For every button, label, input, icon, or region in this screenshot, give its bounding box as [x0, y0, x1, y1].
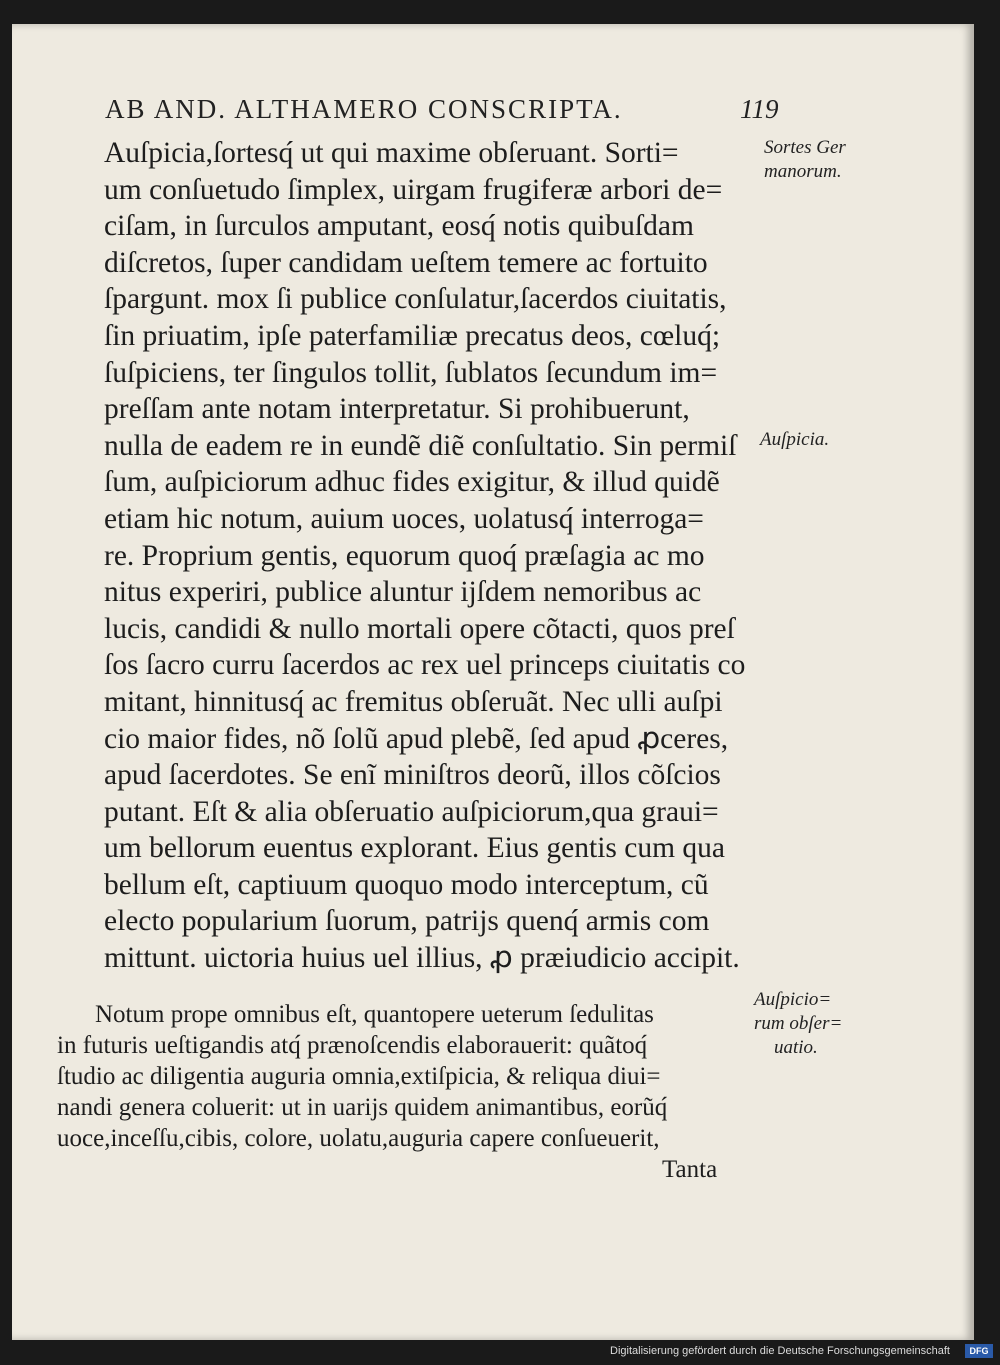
running-header — [105, 94, 779, 125]
margin-note-line: manorum. — [764, 161, 842, 182]
margin-note-auspiciorum — [754, 988, 842, 1060]
text-line: ciſam, in ſurculos amputant, eosq́ notis quibuſdam — [104, 210, 694, 243]
text-line: nulla de eadem re in eundẽ diẽ conſultatio. Sin permiſ — [104, 429, 737, 462]
text-line: ſos ſacro curru ſacerdos ac rex uel princeps ciuitatis co — [104, 649, 746, 682]
text-line: mittunt. uictoria huius uel illius, ꝓ præiudicio accipit. — [104, 942, 740, 975]
margin-note-line: Auſpicio= — [754, 989, 832, 1010]
text-line: electo popularium ſuorum, patrijs quenq́ armis com — [104, 905, 710, 938]
text-line: ſuſpiciens, ter ſingulos tollit, ſublatos ſecundum im= — [104, 356, 718, 389]
margin-note-line: uatio. — [774, 1037, 818, 1058]
page-number: 119 — [740, 94, 779, 124]
text-line: in futuris ueſtigandis atq́ prænoſcendis elaborauerit: quãtoq́ — [57, 1032, 648, 1059]
text-line: mitant, hinnitusq́ ac fremitus obſeruãt. Nec ulli auſpi — [104, 685, 723, 718]
text-line: ſpargunt. mox ſi publice conſulatur,ſacerdos ciuitatis, — [104, 283, 727, 316]
text-line: preſſam ante notam interpretatur. Si prohibuerunt, — [104, 393, 690, 426]
text-line: re. Proprium gentis, equorum quoq́ præſagia ac mo — [104, 539, 705, 572]
text-line: Notum prope omnibus eſt, quantopere ueterum ſedulitas — [95, 1001, 654, 1028]
text-line: Auſpicia,ſortesq́ ut qui maxime obſeruant. Sorti= — [104, 137, 679, 169]
text-line: lucis, candidi & nullo mortali opere cõtacti, quos preſ — [104, 612, 735, 645]
margin-note-sortes — [764, 136, 846, 184]
text-line: ſtudio ac diligentia auguria omnia,extiſpicia, & reliqua diui= — [57, 1063, 661, 1090]
text-line: diſcretos, ſuper candidam ueſtem temere ac fortuito — [104, 246, 708, 279]
dfg-logo: DFG — [965, 1344, 993, 1358]
text-line: um conſuetudo ſimplex, uirgam frugiferæ arbori de= — [104, 173, 723, 206]
margin-note-line: Sortes Ger — [764, 137, 846, 158]
text-line: ſin priuatim, ipſe paterfamiliæ precatus deos, cœluq́; — [104, 319, 721, 352]
text-line: cio maior fides, nõ ſolũ apud plebẽ, ſed apud ꝓceres, — [104, 722, 729, 755]
book-page — [12, 24, 974, 1340]
text-line: putant. Eſt & alia obſeruatio auſpiciorum,qua graui= — [104, 795, 719, 828]
text-line: nitus experiri, publice aluntur ijſdem nemoribus ac — [104, 576, 702, 609]
running-title: AB AND. ALTHAMERO CONSCRIPTA. — [105, 94, 623, 124]
text-line: apud ſacerdotes. Se enĩ miniſtros deorũ, illos cõſcios — [104, 759, 721, 792]
text-line: um bellorum euentus explorant. Eius gentis cum qua — [104, 832, 726, 865]
paragraph-2 — [57, 999, 767, 1185]
digitization-credit: Digitalisierung gefördert durch die Deutsche Forschungsgemeinschaft — [610, 1345, 950, 1357]
catchword: Tanta — [662, 1156, 718, 1183]
margin-note-auspicia — [760, 428, 829, 452]
text-line: nandi genera coluerit: ut in uarijs quidem animantibus, eorũq́ — [57, 1094, 668, 1121]
text-line: bellum eſt, captiuum quoquo modo interceptum, cũ — [104, 868, 709, 901]
text-line: ſum, auſpiciorum adhuc fides exigitur, & illud quidẽ — [104, 466, 720, 499]
text-line: etiam hic notum, auium uoces, uolatusq́ interroga= — [104, 502, 704, 535]
paragraph-1 — [104, 135, 784, 977]
text-line: uoce,inceſſu,cibis, colore, uolatu,auguria capere conſueuerit, — [57, 1125, 660, 1152]
margin-note-line: Auſpicia. — [760, 429, 830, 450]
margin-note-line: rum obſer= — [754, 1013, 843, 1034]
